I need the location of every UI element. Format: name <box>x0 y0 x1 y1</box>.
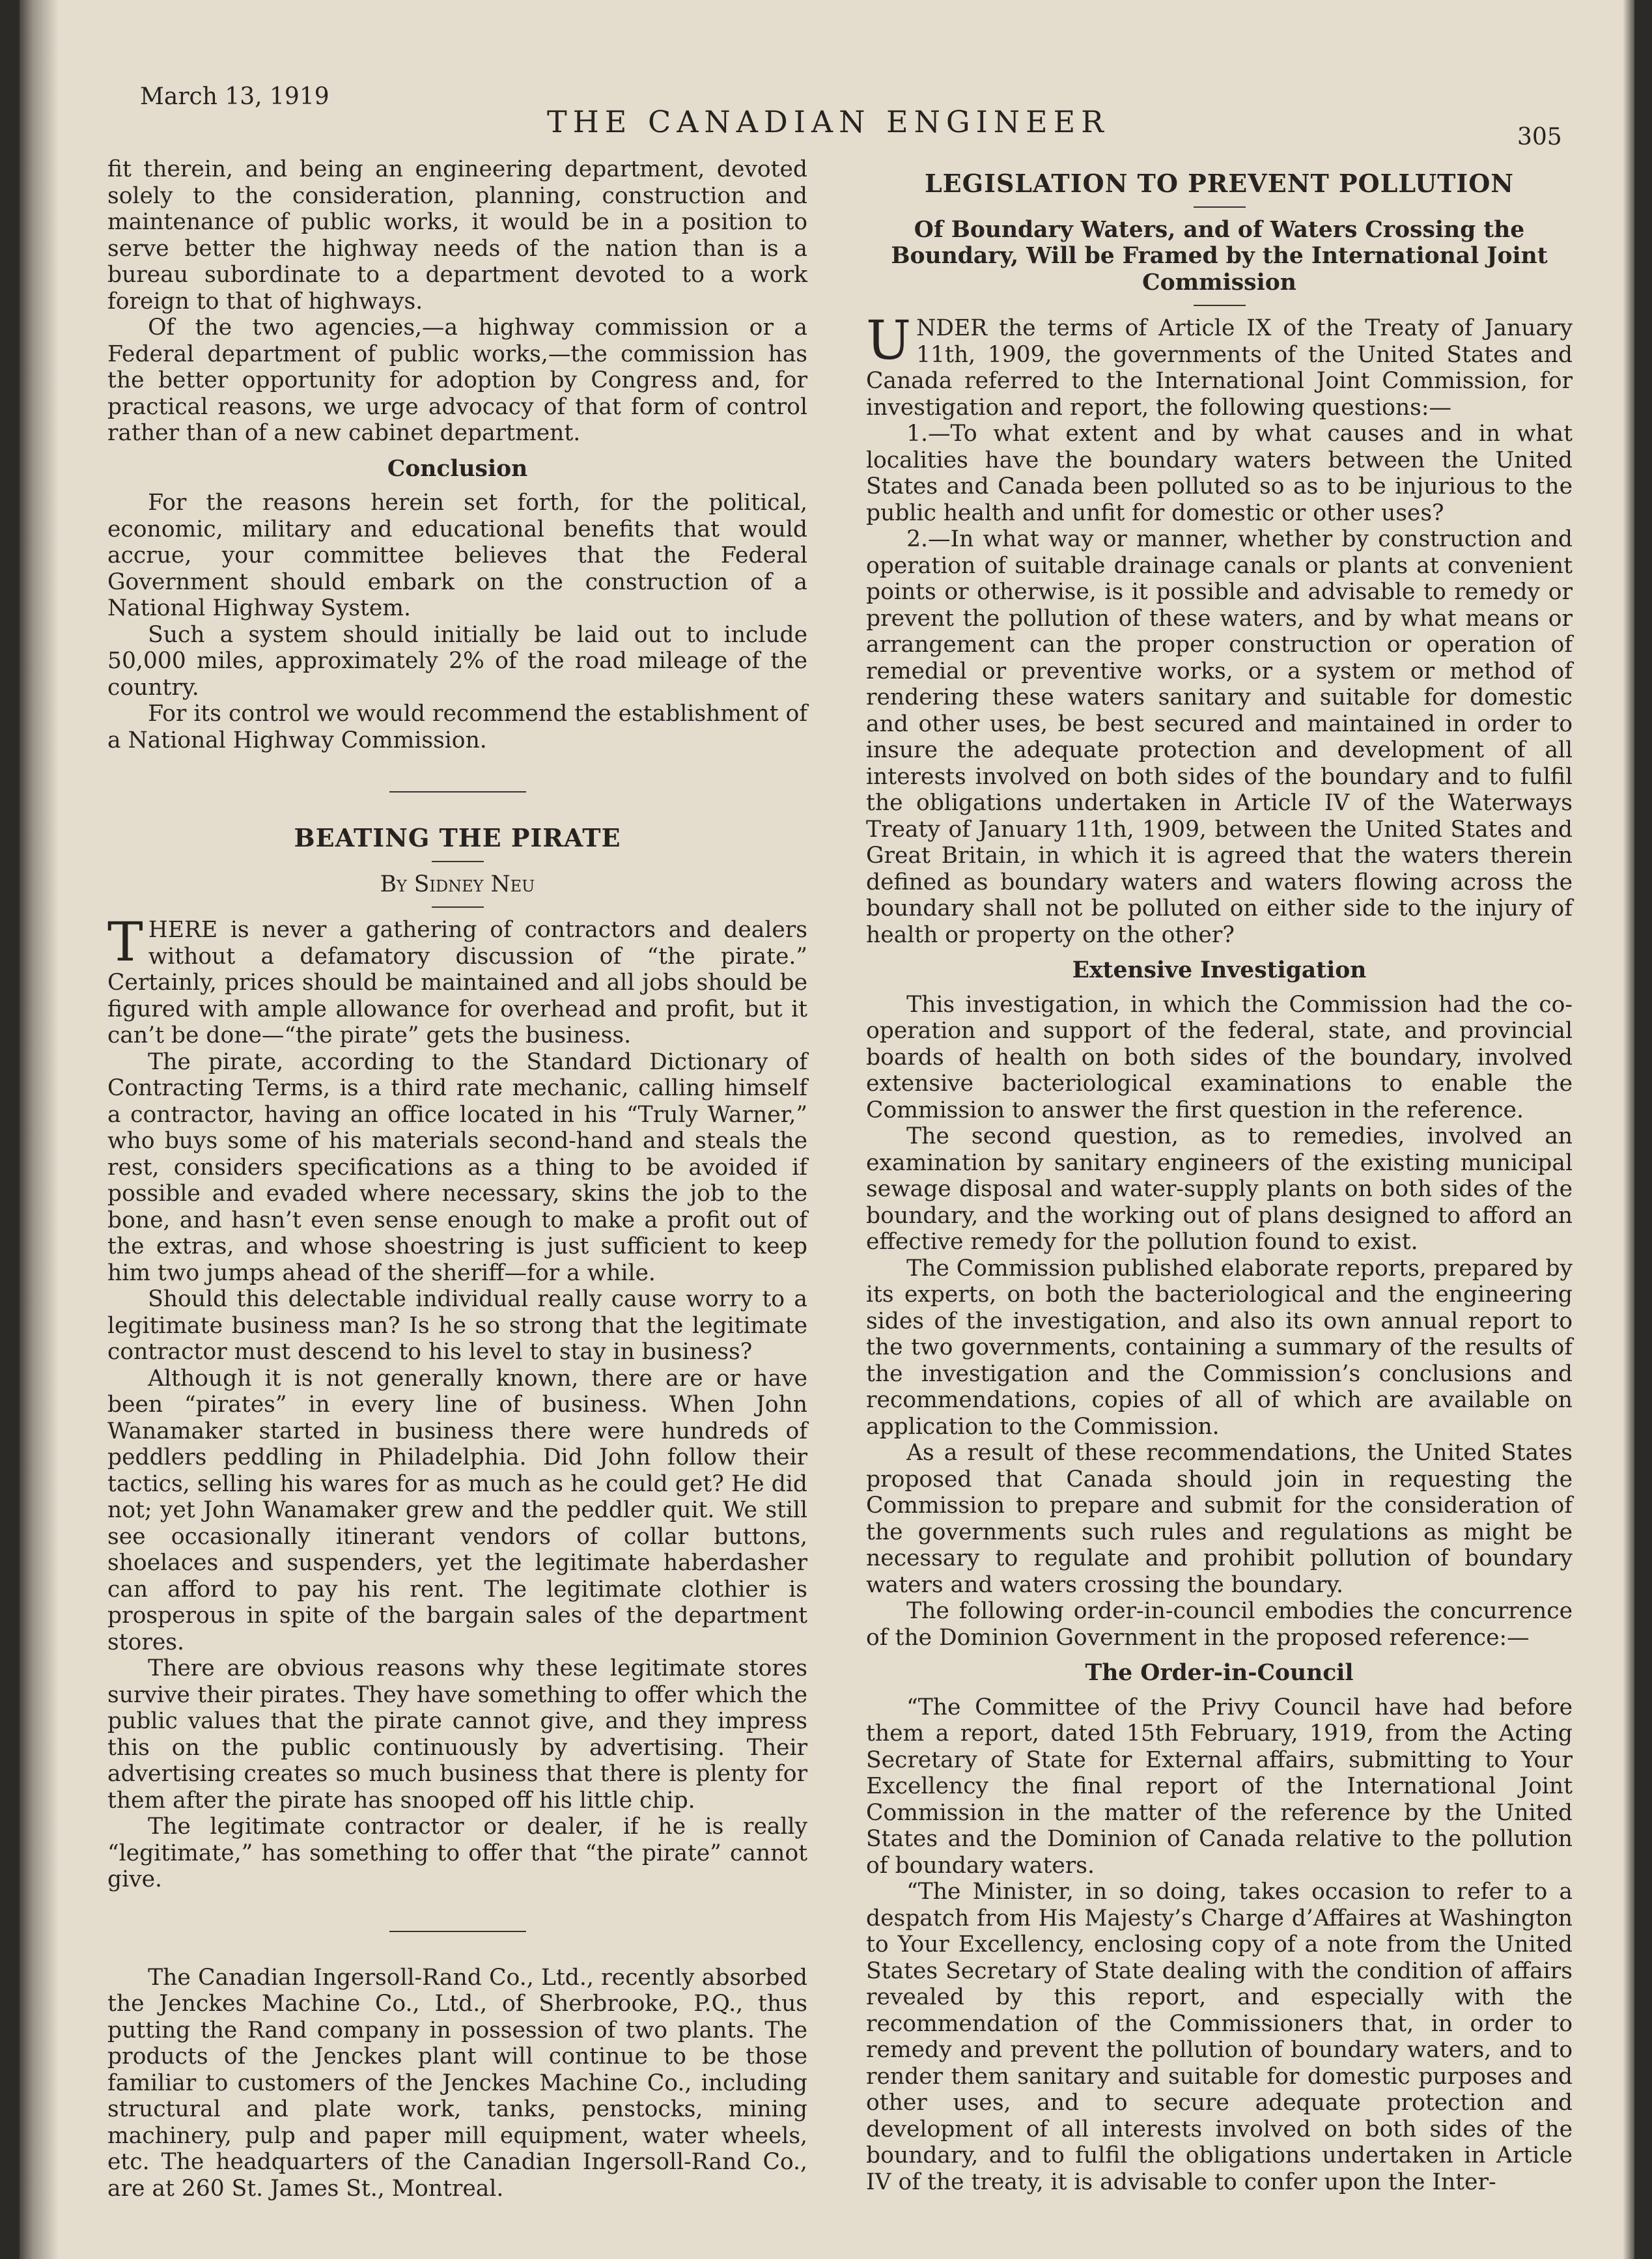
binding-gutter-shadow <box>20 0 59 2259</box>
right-column <box>866 171 1573 2195</box>
paragraph: Should this delectable individual really cause worry to a legitimate business man? Is he so strong that the legitimate contractor must descend to his level to stay in business? <box>107 1286 807 1365</box>
paragraph: The second question, as to remedies, involved an examination by sanitary engineers of the existing municipal sewage disposal and water-supply plants on both sides of the boundary, and the working out of plans designed to afford an effective remedy for the pollution found to exist. <box>866 1123 1573 1255</box>
paragraph: “The Committee of the Privy Council have had before them a report, dated 15th February, 1919, from the Acting Secretary of State for External affairs, submitting to Your Excellency the final report of the International Joint Commission in the matter of the reference by the United States and the Dominion of Canada relative to the pollution of boundary waters. <box>866 1694 1573 1879</box>
journal-title: THE CANADIAN ENGINEER <box>547 104 1110 139</box>
paragraph: Although it is not generally known, there are or have been “pirates” in every line of business. When John Wanamaker started in business there were hundreds of peddlers peddling in Philadelphia. Did John follow their tactics, selling his wares for as much as he could get? He did not; yet John Wanamaker grew and the peddler quit. We still see occasionally itinerant vendors of collar buttons, shoelaces and suspenders, yet the legitimate haberdasher can afford to pay his rent. The legitimate clothier is prosperous in spite of the bargain sales of the department stores. <box>107 1365 807 1655</box>
paragraph: The legitimate contractor or dealer, if he is really “legitimate,” has something to offer that “the pirate” cannot give. <box>107 1814 807 1892</box>
section-heading-order-in-council: The Order-in-Council <box>1085 1660 1354 1686</box>
paragraph: The following order-in-council embodies the concurrence of the Dominion Government in the proposed reference:— <box>866 1598 1573 1651</box>
paragraph: The Commission published elaborate reports, prepared by its experts, on both the bacteriological and the engineering sides of the investigation, and also its own annual report to the two governments, containing a summary of the results of the investigation and the Commission’s conclusions and recommendations, copies of all of which are available on application to the Commission. <box>866 1255 1573 1440</box>
article-opening-paragraph <box>866 310 1573 421</box>
news-item-paragraph: The Canadian Ingersoll-Rand Co., Ltd., recently absorbed the Jenckes Machine Co., Ltd., of Sherbrooke, P.Q., thus putting the Rand company in possession of two plants. The products of the Jenckes plant will continue to be those familiar to customers of the Jenckes Machine Co., including structural and plate work, tanks, penstocks, mining machinery, pulp and paper mill equipment, water wheels, etc. The headquarters of the Canadian Ingersoll-Rand Co., are at 260 St. James St., Montreal. <box>107 1964 807 2202</box>
left-column <box>107 156 807 2202</box>
paragraph: For the reasons herein set forth, for the political, economic, military and educational benefits that would accrue, your committee believes that the Federal Government should embark on the construction of a National Highway System. <box>107 490 807 621</box>
article-opening-paragraph <box>107 912 807 1049</box>
paragraph: For its control we would recommend the establishment of a National Highway Commission. <box>107 701 807 753</box>
section-divider <box>389 791 526 793</box>
article-title: LEGISLATION TO PREVENT POLLUTION <box>924 169 1515 198</box>
section-heading-conclusion: Conclusion <box>387 455 528 482</box>
page-number: 305 <box>1517 124 1562 150</box>
title-rule <box>432 861 484 862</box>
title-rule <box>1194 206 1246 208</box>
subtitle-rule <box>1194 305 1246 306</box>
page-edge-shadow <box>1623 0 1634 2259</box>
article-subtitle: Of Boundary Waters, and of Waters Crossing the Boundary, Will be Framed by the International Joint Commission <box>891 216 1548 296</box>
article-title: BEATING THE PIRATE <box>294 823 621 852</box>
drop-cap: U <box>866 310 912 372</box>
paragraph: As a result of these recommendations, the United States proposed that Canada should join in requesting the Commission to prepare and submit for the consideration of the governments such rules and regulations as might be necessary to regulate and prohibit pollution of boundary waters and waters crossing the boundary. <box>866 1440 1573 1598</box>
opening-text: NDER the terms of Article IX of the Treaty of January 11th, 1909, the governments of the United States and Canada referred to the International Joint Commission, for investigation and report, the following questions:— <box>866 315 1573 421</box>
section-heading-investigation: Extensive Investigation <box>1072 957 1367 983</box>
article-byline: By Sidney Neu <box>380 871 535 897</box>
paragraph: Such a system should initially be laid out to include 50,000 miles, approximately 2% of the road mileage of the country. <box>107 621 807 701</box>
drop-cap: T <box>107 912 143 974</box>
issue-date: March 13, 1919 <box>140 83 329 110</box>
paragraph: This investigation, in which the Commission had the co-operation and support of the federal, state, and provincial boards of health on both sides of the boundary, involved extensive bacteriological examinations to enable the Commission to answer the first question in the reference. <box>866 991 1573 1123</box>
question-1: 1.—To what extent and by what causes and in what localities have the boundary waters between the United States and Canada been polluted so as to be injurious to the public health and unfit for domestic or other uses? <box>866 421 1573 526</box>
paragraph: Of the two agencies,—a highway commission or a Federal department of public works,—the commission has the better opportunity for adoption by Congress and, for practical reasons, we urge advocacy of that form of control rather than of a new cabinet department. <box>107 315 807 446</box>
paragraph: “The Minister, in so doing, takes occasion to refer to a despatch from His Majesty’s Charge d’Affaires at Washington to Your Excellency, enclosing copy of a note from the United States Secretary of State dealing with the condition of affairs revealed by this report, and especially with the recommendation of the Commissioners that, in order to remedy and prevent the pollution of boundary waters, and to render them sanitary and suitable for domestic purposes and other uses, and to secure adequate protection and development of all interests involved on both sides of the boundary, and to fulfil the obligations undertaken in Article IV of the treaty, it is advisable to confer upon the Inter- <box>866 1879 1573 2195</box>
question-2: 2.—In what way or manner, whether by construction and operation of suitable drainage canals or plants at convenient points or otherwise, is it possible and advisable to remedy or prevent the pollution of these waters, and by what means or arrangement can the proper construction or operation of remedial or preventive works, or a system or method of rendering these waters sanitary and suitable for domestic and other uses, be best secured and maintained in order to insure the adequate protection and development of all interests involved on both sides of the boundary and to fulfil the obligations undertaken in Article IV of the Waterways Treaty of January 11th, 1909, between the United States and Great Britain, in which it is agreed that the waters therein defined as boundary waters and waters flowing across the boundary shall not be polluted on either side to the injury of health or property on the other? <box>866 526 1573 948</box>
paragraph: The pirate, according to the Standard Dictionary of Contracting Terms, is a third rate mechanic, calling himself a contractor, having an office located in his “Truly Warner,” who buys some of his materials second-hand and steals the rest, considers specifications as a thing to be avoided if possible and evaded where necessary, skins the job to the bone, and hasn’t even sense enough to make a profit out of the extras, and whose shoestring is just sufficient to keep him two jumps ahead of the sheriff—for a while. <box>107 1048 807 1286</box>
section-divider <box>389 1931 526 1932</box>
opening-text: HERE is never a gathering of contractors and dealers without a defamatory discussion of “the pirate.” Certainly, prices should be maintained and all jobs should be figured with ample allowance for overhead and profit, but it can’t be done—“the pirate” gets the business. <box>107 917 807 1048</box>
continued-paragraph: fit therein, and being an engineering department, devoted solely to the consideration, planning, construction and maintenance of public works, it would be in a position to serve better the highway needs of the nation than is a bureau subordinate to a department devoted to a work foreign to that of highways. <box>107 156 807 315</box>
paragraph: There are obvious reasons why these legitimate stores survive their pirates. They have something to offer which the public values that the pirate cannot give, and they impress this on the public continuously by advertising. Their advertising creates so much business that there is plenty for them after the pirate has snooped off his little chip. <box>107 1655 807 1814</box>
magazine-page <box>20 0 1634 2259</box>
byline-rule <box>432 906 484 908</box>
